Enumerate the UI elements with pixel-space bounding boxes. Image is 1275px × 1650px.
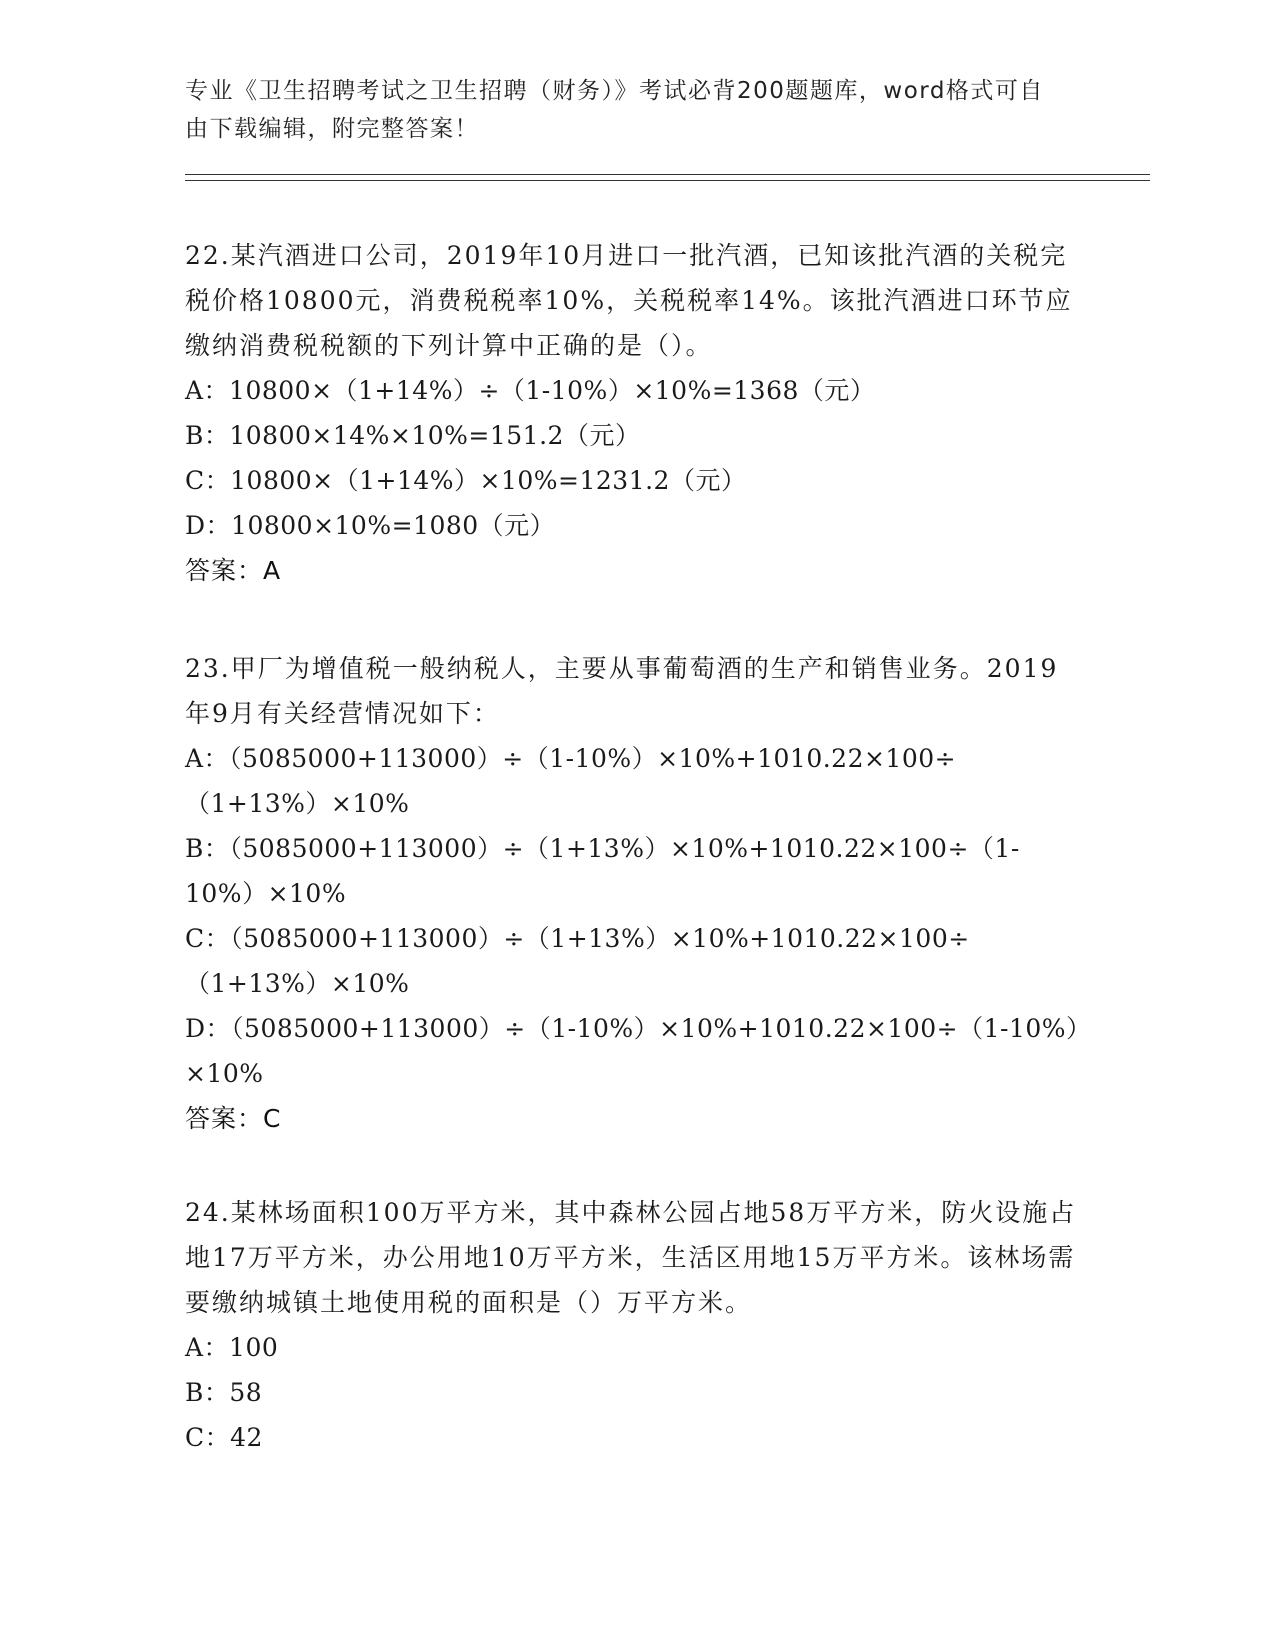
option-c: C：（5085000+113000）÷（1+13%）×10%+1010.22×100÷（1+13%）×10% (185, 924, 970, 998)
answer-label: 答案：A (185, 556, 282, 585)
option-b: B：（5085000+113000）÷（1+13%）×10%+1010.22×100÷（1-10%）×10% (185, 834, 1020, 908)
header-divider-bottom (185, 180, 1150, 181)
option-d: D：10800×10%=1080（元） (185, 511, 556, 540)
option-d: D：（5085000+113000）÷（1-10%）×10%+1010.22×100÷（1-10%）×10% (185, 1014, 1080, 1088)
answer-label: 答案：C (185, 1104, 282, 1133)
option-c: C：42 (185, 1423, 263, 1452)
option-b: B：58 (185, 1378, 263, 1407)
document-header (185, 72, 1065, 148)
question-stem: 24.某林场面积100万平方米，其中森林公园占地58万平方米，防火设施占地17万平方米，办公用地10万平方米，生活区用地15万平方米。该林场需要缴纳城镇土地使用税的面积是（）万平方米。 (185, 1198, 1077, 1317)
question-24 (185, 1190, 1085, 1460)
option-b: B：10800×14%×10%=151.2（元） (185, 421, 641, 450)
option-a: A：（5085000+113000）÷（1-10%）×10%+1010.22×100÷（1+13%）×10% (185, 744, 957, 818)
question-22 (185, 233, 1085, 593)
question-23 (185, 646, 1085, 1141)
option-c: C：10800×（1+14%）×10%=1231.2（元） (185, 466, 747, 495)
header-divider-top (185, 174, 1150, 175)
question-stem: 22.某汽酒进口公司，2019年10月进口一批汽酒，已知该批汽酒的关税完税价格10800元，消费税税率10%，关税税率14%。该批汽酒进口环节应缴纳消费税税额的下列计算中正确的是（）。 (185, 241, 1073, 360)
option-a: A：100 (185, 1333, 279, 1362)
header-intro-text: 专业《卫生招聘考试之卫生招聘（财务）》考试必背200题题库，word格式可自由下载编辑，附完整答案！ (185, 78, 1044, 142)
question-stem: 23.甲厂为增值税一般纳税人，主要从事葡萄酒的生产和销售业务。2019年9月有关经营情况如下： (185, 654, 1059, 728)
option-a: A：10800×（1+14%）÷（1-10%）×10%=1368（元） (185, 376, 876, 405)
